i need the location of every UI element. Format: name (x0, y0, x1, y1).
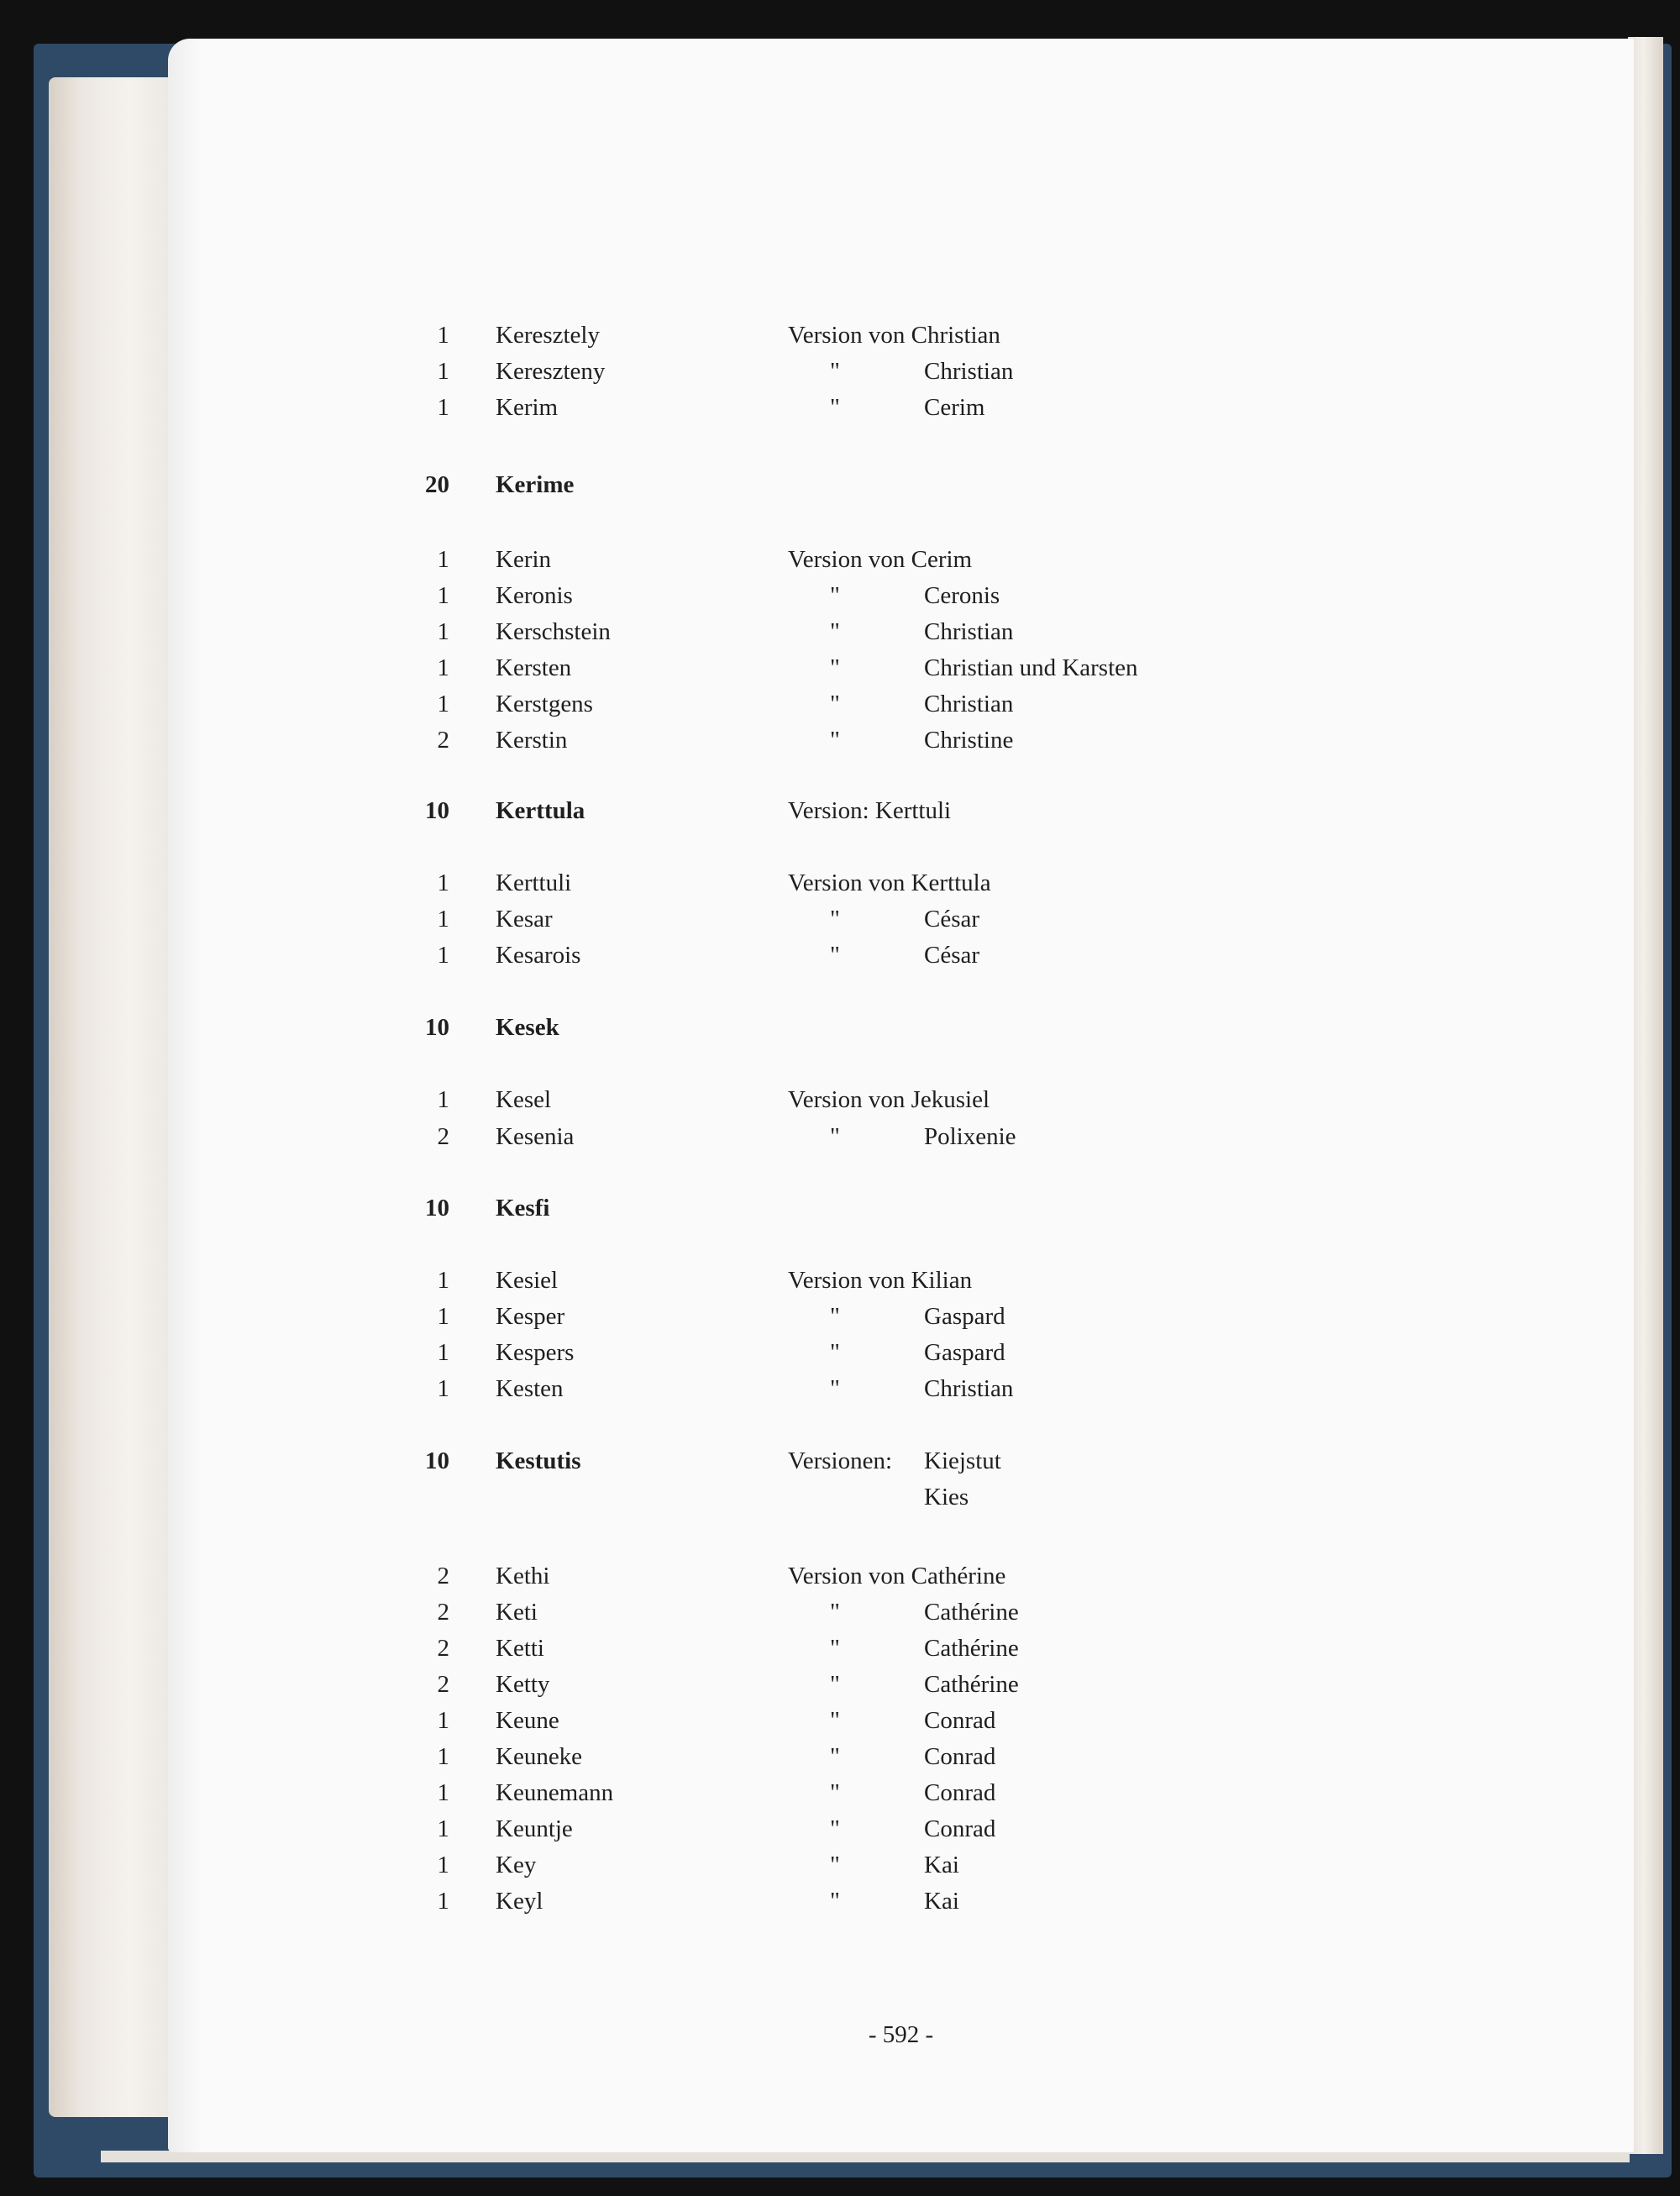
ditto-mark: " (830, 906, 840, 933)
entry-value: Gaspard (924, 1339, 1005, 1366)
entry-value: Kies (924, 1484, 969, 1510)
entry-count: 2 (437, 1599, 449, 1626)
entry-name: Keti (496, 1599, 538, 1626)
entry-name: Kerin (496, 546, 552, 573)
entry-value: Christian und Karsten (924, 654, 1138, 681)
entry-count: 2 (437, 1671, 449, 1698)
entry-count: 1 (437, 618, 449, 645)
entry-count: 2 (437, 1563, 449, 1589)
ditto-mark: " (830, 358, 840, 385)
ditto-mark: " (830, 618, 840, 645)
ditto-mark: " (830, 654, 840, 681)
entry-description: Versionen: (788, 1447, 893, 1474)
entry-name: Keuneke (496, 1743, 583, 1770)
ditto-mark: " (830, 1707, 840, 1734)
entry-count: 2 (437, 1123, 449, 1150)
entry-name: Keuntje (496, 1815, 573, 1842)
entry-description: Version von Christian (788, 322, 1000, 349)
entry-name: Kesenia (496, 1123, 575, 1150)
entry-name: Keune (496, 1707, 559, 1734)
entry-name: Kerime (496, 471, 575, 498)
entry-count: 1 (437, 1888, 449, 1915)
entry-value: César (924, 906, 980, 933)
entry-count: 20 (425, 471, 449, 498)
entry-description: Version von Kerttula (788, 869, 991, 896)
ditto-mark: " (830, 727, 840, 754)
entry-value: Gaspard (924, 1303, 1005, 1330)
entry-name: Keyl (496, 1888, 543, 1915)
entry-count: 10 (425, 1447, 449, 1474)
entry-name: Kesiel (496, 1267, 559, 1294)
entry-value: Conrad (924, 1779, 996, 1806)
entry-count: 1 (437, 1852, 449, 1878)
ditto-mark: " (830, 1815, 840, 1842)
ditto-mark: " (830, 691, 840, 717)
entry-description: Version: Kerttuli (788, 797, 952, 824)
ditto-mark: " (830, 1743, 840, 1770)
ditto-mark: " (830, 1339, 840, 1366)
entry-name: Kersten (496, 654, 572, 681)
entry-count: 1 (437, 322, 449, 349)
entry-name: Kerim (496, 394, 559, 421)
entry-value: César (924, 942, 980, 969)
entry-value: Christian (924, 358, 1014, 385)
entry-count: 1 (437, 1779, 449, 1806)
entry-count: 1 (437, 654, 449, 681)
ditto-mark: " (830, 1671, 840, 1698)
entry-name: Kesar (496, 906, 553, 933)
ditto-mark: " (830, 1779, 840, 1806)
entry-value: Kiejstut (924, 1447, 1001, 1474)
entry-description: Version von Kilian (788, 1267, 973, 1294)
entry-name: Keresztely (496, 322, 600, 349)
entry-name: Kestutis (496, 1447, 581, 1474)
entry-value: Kai (924, 1888, 959, 1915)
entry-name: Keronis (496, 582, 573, 609)
entry-name: Kerschstein (496, 618, 611, 645)
entry-value: Polixenie (924, 1123, 1016, 1150)
entry-name: Kerstin (496, 727, 568, 754)
ditto-mark: " (830, 1375, 840, 1402)
entry-count: 1 (437, 691, 449, 717)
page-stack-left (49, 77, 183, 2117)
ditto-mark: " (830, 1303, 840, 1330)
entry-value: Kai (924, 1852, 959, 1878)
entry-count: 2 (437, 1635, 449, 1662)
entry-name: Kesek (496, 1014, 559, 1041)
entry-count: 1 (437, 1086, 449, 1113)
entry-name: Ketty (496, 1671, 550, 1698)
ditto-mark: " (830, 1852, 840, 1878)
entry-name: Kesper (496, 1303, 565, 1330)
entry-name: Kesfi (496, 1195, 550, 1221)
entry-description: Version von Cerim (788, 546, 973, 573)
ditto-mark: " (830, 394, 840, 421)
entry-name: Kereszteny (496, 358, 606, 385)
entry-value: Cerim (924, 394, 985, 421)
entry-value: Christian (924, 618, 1014, 645)
entry-count: 2 (437, 727, 449, 754)
entry-count: 1 (437, 942, 449, 969)
page-stack-bottom (101, 2151, 1630, 2162)
entry-count: 1 (437, 1267, 449, 1294)
ditto-mark: " (830, 1888, 840, 1915)
book-page (168, 39, 1634, 2152)
entry-value: Christine (924, 727, 1014, 754)
entry-count: 1 (437, 1375, 449, 1402)
entry-count: 1 (437, 1743, 449, 1770)
entry-description: Version von Cathérine (788, 1563, 1006, 1589)
entry-name: Keunemann (496, 1779, 614, 1806)
entry-name: Kesarois (496, 942, 581, 969)
entry-count: 10 (425, 1195, 449, 1221)
ditto-mark: " (830, 582, 840, 609)
entry-name: Key (496, 1852, 537, 1878)
entry-count: 10 (425, 1014, 449, 1041)
entry-name: Kesten (496, 1375, 564, 1402)
entry-value: Ceronis (924, 582, 1000, 609)
entry-count: 1 (437, 394, 449, 421)
entry-name: Kerttuli (496, 869, 572, 896)
entry-value: Cathérine (924, 1599, 1019, 1626)
entry-value: Conrad (924, 1815, 996, 1842)
entry-name: Kerttula (496, 797, 585, 824)
entry-value: Cathérine (924, 1671, 1019, 1698)
entry-name: Ketti (496, 1635, 544, 1662)
entry-name: Kethi (496, 1563, 550, 1589)
entry-count: 1 (437, 1707, 449, 1734)
entry-name: Kespers (496, 1339, 575, 1366)
ditto-mark: " (830, 1599, 840, 1626)
entry-count: 1 (437, 582, 449, 609)
entry-count: 1 (437, 1815, 449, 1842)
entry-count: 1 (437, 869, 449, 896)
entry-value: Christian (924, 691, 1014, 717)
entry-description: Version von Jekusiel (788, 1086, 990, 1113)
entry-count: 1 (437, 1303, 449, 1330)
entry-value: Conrad (924, 1743, 996, 1770)
entry-name: Kesel (496, 1086, 552, 1113)
entry-count: 10 (425, 797, 449, 824)
ditto-mark: " (830, 1635, 840, 1662)
entry-count: 1 (437, 546, 449, 573)
entry-value: Conrad (924, 1707, 996, 1734)
entry-count: 1 (437, 358, 449, 385)
entry-count: 1 (437, 1339, 449, 1366)
page-number: - 592 - (868, 2021, 934, 2048)
entry-name: Kerstgens (496, 691, 593, 717)
entry-value: Christian (924, 1375, 1014, 1402)
entry-value: Cathérine (924, 1635, 1019, 1662)
ditto-mark: " (830, 1123, 840, 1150)
ditto-mark: " (830, 942, 840, 969)
entry-count: 1 (437, 906, 449, 933)
